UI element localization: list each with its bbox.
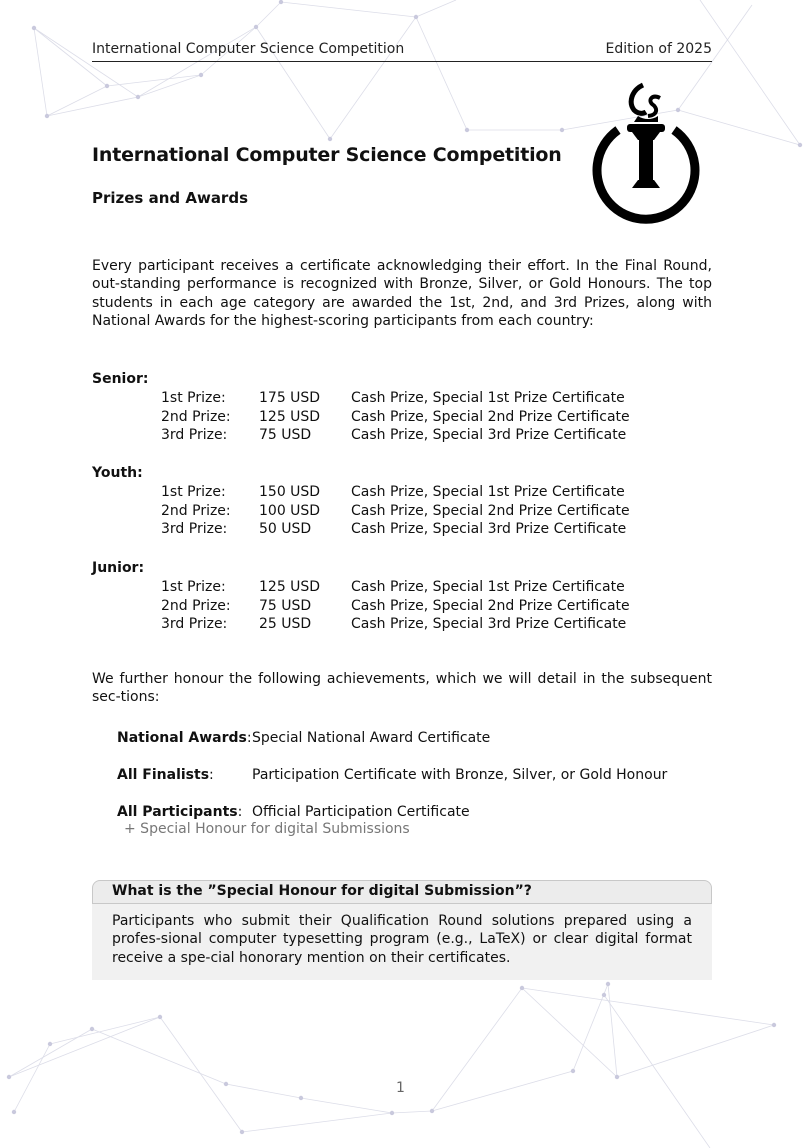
prize-place: 3rd Prize:: [161, 521, 228, 538]
category-name: Junior:: [92, 560, 145, 576]
prize-amount: 125 USD: [259, 579, 321, 595]
prize-amount: 25 USD: [259, 616, 312, 633]
section-subtitle: Prizes and Awards: [92, 189, 248, 207]
achievement-label: National Awards:: [117, 730, 252, 746]
prize-row: [92, 408, 692, 427]
prize-description: Cash Prize, Special 2nd Prize Certificate: [351, 597, 630, 614]
prize-amount: 175 USD: [259, 390, 321, 406]
info-box-title: What is the ”Special Honour for digital Submission”?: [112, 883, 532, 899]
prize-description: Cash Prize, Special 1st Prize Certificate: [351, 390, 625, 406]
header-edition: Edition of 2025: [605, 41, 712, 57]
achievement-value: Official Participation Certificate: [252, 804, 470, 820]
prize-amount: 75 USD: [259, 427, 312, 444]
prize-amount: 150 USD: [259, 484, 321, 500]
prize-place: 2nd Prize:: [161, 408, 231, 425]
prize-description: Cash Prize, Special 3rd Prize Certificate: [351, 616, 627, 633]
prize-place: 2nd Prize:: [161, 597, 231, 614]
info-box-header: [92, 880, 712, 904]
prize-row: [92, 502, 692, 521]
prize-description: Cash Prize, Special 2nd Prize Certificate: [351, 502, 630, 519]
prize-row: [92, 578, 692, 597]
prize-description: Cash Prize, Special 2nd Prize Certificate: [351, 408, 630, 425]
prize-row: [92, 597, 692, 616]
achievement-label: All Participants:: [117, 804, 243, 820]
prize-amount: 75 USD: [259, 597, 312, 614]
torch-logo-icon: [588, 82, 704, 228]
further-paragraph: We further honour the following achievements, which we will detail in the subsequent sec-tions:: [92, 671, 712, 706]
prize-row: [92, 615, 692, 634]
prize-row: [92, 483, 692, 502]
achievement-row: [117, 729, 712, 747]
prize-amount: 50 USD: [259, 521, 312, 538]
prize-place: 3rd Prize:: [161, 427, 228, 444]
prize-place: 1st Prize:: [161, 579, 226, 595]
category-senior: [92, 371, 692, 445]
info-box: [92, 880, 712, 980]
running-header: [92, 41, 712, 62]
achievement-value: Special National Award Certificate: [252, 730, 491, 746]
prize-place: 1st Prize:: [161, 484, 226, 500]
info-box-body: [92, 904, 712, 980]
prize-row: [92, 426, 692, 445]
category-youth: [92, 465, 692, 539]
prize-description: Cash Prize, Special 3rd Prize Certificate: [351, 427, 627, 444]
achievement-label: All Finalists:: [117, 767, 214, 783]
page-title: International Computer Science Competition: [92, 144, 562, 166]
header-competition-name: International Computer Science Competition: [92, 41, 405, 57]
prize-description: Cash Prize, Special 1st Prize Certificate: [351, 579, 625, 595]
achievement-value: Participation Certificate with Bronze, Silver, or Gold Honour: [252, 767, 668, 783]
info-box-text: Participants who submit their Qualification Round solutions prepared using a profes-sional computer typesetting program (e.g., LaTeX) or clear digital format receive a spe-cial honorary mention on their certificates.: [112, 913, 692, 966]
intro-paragraph: Every participant receives a certificate acknowledging their effort. In the Final Round, out-standing performance is recognized with Bronze, Silver, or Gold Honours. The top students in each age category are awarded the 1st, 2nd, and 3rd Prizes, along with National Awards for the highest-scoring participants from each country:: [92, 258, 712, 330]
prize-place: 2nd Prize:: [161, 502, 231, 519]
prize-place: 1st Prize:: [161, 390, 226, 406]
prize-amount: 100 USD: [259, 502, 321, 519]
prize-place: 3rd Prize:: [161, 616, 228, 633]
prize-row: [92, 520, 692, 539]
category-name: Senior:: [92, 371, 149, 387]
prize-description: Cash Prize, Special 3rd Prize Certificate: [351, 521, 627, 538]
achievement-row: [117, 803, 712, 821]
digital-submission-note: + Special Honour for digital Submissions: [124, 821, 410, 837]
category-name: Youth:: [92, 465, 143, 481]
page-number: 1: [396, 1080, 405, 1096]
prize-amount: 125 USD: [259, 408, 321, 425]
achievement-row: [117, 766, 712, 784]
category-junior: [92, 560, 692, 634]
prize-row: [92, 389, 692, 408]
prize-description: Cash Prize, Special 1st Prize Certificate: [351, 484, 625, 500]
